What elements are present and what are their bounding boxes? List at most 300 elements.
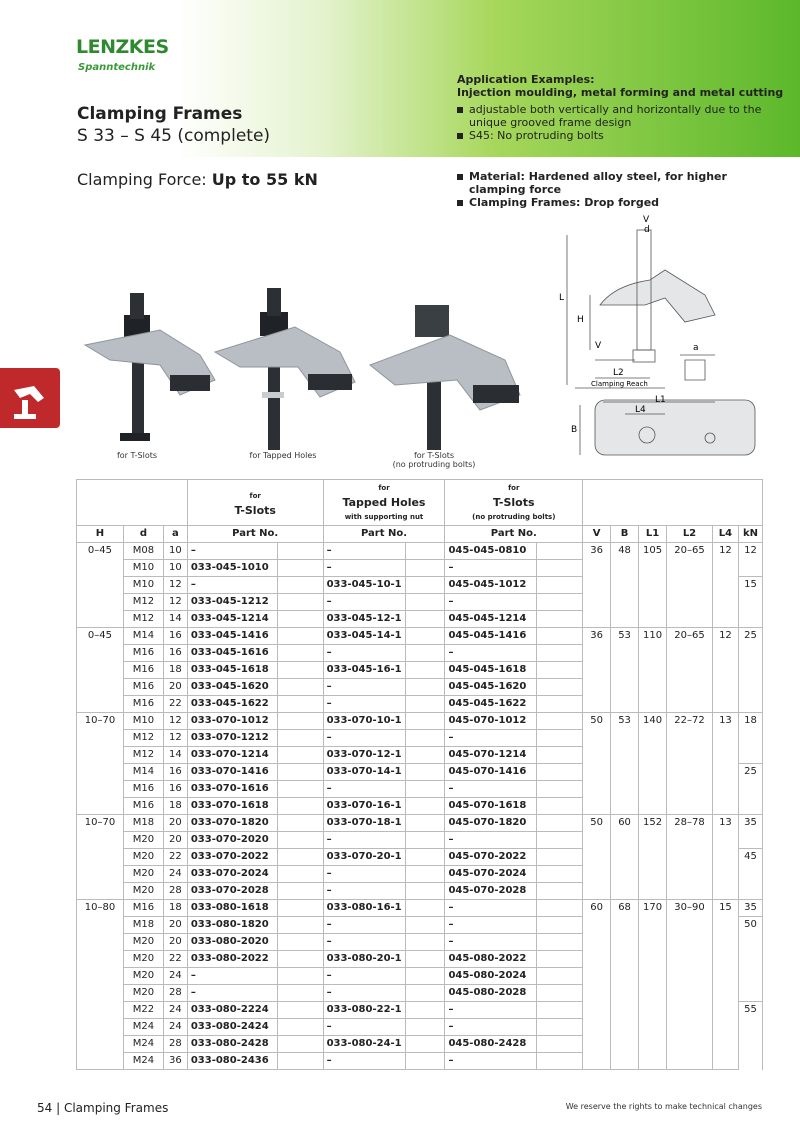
table-cell (738, 798, 762, 815)
photo-caption: for T-Slots (116, 451, 158, 460)
table-cell (738, 832, 762, 849)
table-cell (405, 781, 445, 798)
table-cell: 033-080-16-1 (323, 900, 405, 917)
table-cell: 033-080-24-1 (323, 1036, 405, 1053)
table-cell: 68 (611, 900, 639, 1070)
table-cell: 033-080-2428 (187, 1036, 277, 1053)
parts-table (76, 479, 763, 1070)
table-cell: M20 (123, 968, 163, 985)
table-cell: – (323, 543, 405, 560)
table-cell (405, 832, 445, 849)
table-cell: 045-070-1012 (445, 713, 537, 730)
table-cell: 16 (163, 628, 187, 645)
table-cell (738, 696, 762, 713)
table-cell: M20 (123, 883, 163, 900)
table-cell: 033-070-14-1 (323, 764, 405, 781)
table-cell (738, 1053, 762, 1070)
table-cell: 033-070-2024 (187, 866, 277, 883)
table-cell: 13 (712, 713, 738, 815)
application-bullet: adjustable both vertically and horizontally due to the unique grooved frame design (457, 103, 787, 129)
table-cell: 12 (712, 543, 738, 628)
table-cell: M12 (123, 747, 163, 764)
table-cell: – (323, 883, 405, 900)
table-cell (405, 951, 445, 968)
table-cell: 36 (163, 1053, 187, 1070)
table-cell: 25 (738, 764, 762, 781)
table-cell (277, 849, 323, 866)
table-cell: M24 (123, 1053, 163, 1070)
application-line2: Injection moulding, metal forming and metal cutting (457, 86, 784, 99)
table-cell (277, 679, 323, 696)
table-cell (738, 934, 762, 951)
table-cell: 24 (163, 1002, 187, 1019)
page-subtitle: S 33 – S 45 (complete) (77, 126, 271, 146)
table-cell (738, 866, 762, 883)
table-cell: M20 (123, 866, 163, 883)
table-cell (405, 679, 445, 696)
table-cell (738, 730, 762, 747)
table-cell: 22–72 (667, 713, 713, 815)
table-cell (537, 577, 583, 594)
table-cell: 033-045-14-1 (323, 628, 405, 645)
table-cell: 10 (163, 543, 187, 560)
table-cell: – (323, 866, 405, 883)
table-cell: – (323, 594, 405, 611)
table-cell: – (323, 696, 405, 713)
table-cell (537, 560, 583, 577)
col-header: L1 (639, 526, 667, 543)
table-cell (405, 662, 445, 679)
table-cell: M16 (123, 781, 163, 798)
material-bullet: Material: Hardened alloy steel, for higher clamping force (457, 170, 787, 196)
table-cell: – (187, 543, 277, 560)
application-bullet: S45: No protruding bolts (457, 129, 787, 142)
table-cell: 22 (163, 849, 187, 866)
table-cell (537, 730, 583, 747)
table-cell: M20 (123, 832, 163, 849)
table-cell: 045-070-1214 (445, 747, 537, 764)
table-cell (277, 968, 323, 985)
table-cell (405, 1053, 445, 1070)
table-cell: 35 (738, 815, 762, 832)
table-cell: M22 (123, 1002, 163, 1019)
table-cell: 50 (583, 815, 611, 900)
table-cell: 28 (163, 985, 187, 1002)
table-row (77, 713, 763, 730)
table-cell: 033-070-2028 (187, 883, 277, 900)
table-cell: 033-045-1212 (187, 594, 277, 611)
photo-caption: for Tapped Holes (249, 451, 317, 460)
brand-sub: Spanntechnik (78, 62, 156, 73)
table-cell: M16 (123, 662, 163, 679)
table-cell (537, 917, 583, 934)
table-cell: – (323, 917, 405, 934)
table-cell: 045-045-1620 (445, 679, 537, 696)
table-cell: 12 (712, 628, 738, 713)
table-cell: 15 (738, 577, 762, 594)
table-cell: 16 (163, 645, 187, 662)
table-cell: 14 (163, 747, 187, 764)
table-cell: – (445, 1053, 537, 1070)
col-header: d (123, 526, 163, 543)
table-cell: 045-045-1214 (445, 611, 537, 628)
table-cell (537, 815, 583, 832)
label-h: H (577, 315, 584, 325)
label-l1: L1 (655, 395, 666, 405)
table-cell: M12 (123, 730, 163, 747)
table-cell (405, 713, 445, 730)
table-cell (277, 543, 323, 560)
table-cell: 033-080-2022 (187, 951, 277, 968)
col-header: Part No. (445, 526, 583, 543)
table-group-row (77, 480, 763, 526)
table-cell: 105 (639, 543, 667, 628)
table-cell: 22 (163, 951, 187, 968)
table-cell: 110 (639, 628, 667, 713)
table-cell (738, 968, 762, 985)
table-cell: – (323, 781, 405, 798)
table-cell: 36 (583, 543, 611, 628)
table-cell: 15 (712, 900, 738, 1070)
table-cell (277, 713, 323, 730)
table-cell (277, 1019, 323, 1036)
table-cell: 045-070-2024 (445, 866, 537, 883)
table-cell: 170 (639, 900, 667, 1070)
table-cell: – (445, 832, 537, 849)
label-l: L (559, 293, 565, 303)
table-cell (537, 1002, 583, 1019)
table-cell (405, 866, 445, 883)
table-cell: 12 (163, 594, 187, 611)
table-cell: – (323, 934, 405, 951)
table-row (77, 628, 763, 645)
table-cell: M08 (123, 543, 163, 560)
label-d: d (644, 225, 650, 235)
table-cell: 045-070-2022 (445, 849, 537, 866)
table-cell (277, 730, 323, 747)
table-cell: 033-045-16-1 (323, 662, 405, 679)
table-cell: 25 (738, 628, 762, 645)
table-cell: 10–80 (77, 900, 124, 1070)
table-cell: 033-080-20-1 (323, 951, 405, 968)
table-cell: – (323, 560, 405, 577)
table-cell: M10 (123, 713, 163, 730)
technical-drawing (555, 210, 775, 465)
table-cell (537, 611, 583, 628)
table-cell (277, 628, 323, 645)
table-cell (277, 798, 323, 815)
table-cell: M12 (123, 611, 163, 628)
table-cell: 033-045-1010 (187, 560, 277, 577)
table-cell: M24 (123, 1036, 163, 1053)
table-cell (738, 747, 762, 764)
table-cell: – (187, 577, 277, 594)
table-cell (405, 747, 445, 764)
table-cell: 033-070-10-1 (323, 713, 405, 730)
table-cell (537, 1019, 583, 1036)
table-cell: 18 (163, 662, 187, 679)
table-cell (405, 764, 445, 781)
table-cell: 24 (163, 866, 187, 883)
table-cell: 033-080-2436 (187, 1053, 277, 1070)
table-cell (537, 951, 583, 968)
table-cell (277, 577, 323, 594)
material-bullet: Clamping Frames: Drop forged (457, 196, 787, 209)
application-heading: Application Examples: (457, 73, 595, 86)
table-cell (537, 1053, 583, 1070)
table-cell: 033-070-1820 (187, 815, 277, 832)
table-cell (277, 934, 323, 951)
table-cell: 033-045-1416 (187, 628, 277, 645)
table-cell: 045-070-1416 (445, 764, 537, 781)
table-cell: 28 (163, 1036, 187, 1053)
page-footer: 54 | Clamping Frames (37, 1101, 169, 1115)
table-cell (405, 815, 445, 832)
table-cell: 033-080-2224 (187, 1002, 277, 1019)
table-cell: – (445, 1002, 537, 1019)
table-cell: 152 (639, 815, 667, 900)
table-cell (537, 968, 583, 985)
clamp-photo-no-bolts (365, 300, 525, 455)
table-cell: 033-070-1012 (187, 713, 277, 730)
table-cell: M16 (123, 645, 163, 662)
table-cell: 50 (738, 917, 762, 934)
table-cell: 045-070-1820 (445, 815, 537, 832)
table-cell: 033-070-2020 (187, 832, 277, 849)
table-cell (405, 985, 445, 1002)
table-cell: 045-080-2022 (445, 951, 537, 968)
table-cell (405, 645, 445, 662)
table-cell (537, 985, 583, 1002)
table-cell (277, 866, 323, 883)
table-cell: 045-045-1416 (445, 628, 537, 645)
clamp-icon (0, 368, 60, 428)
table-cell: M14 (123, 628, 163, 645)
table-cell: 045-045-0810 (445, 543, 537, 560)
table-cell (277, 985, 323, 1002)
group-tslots: for T-Slots (187, 480, 323, 526)
table-cell: M20 (123, 934, 163, 951)
label-v: V (643, 215, 650, 225)
table-cell: – (445, 730, 537, 747)
table-cell (277, 594, 323, 611)
table-cell (405, 934, 445, 951)
table-cell: 045-045-1012 (445, 577, 537, 594)
table-cell: 10–70 (77, 815, 124, 900)
table-cell: 18 (738, 713, 762, 730)
table-cell (277, 832, 323, 849)
table-cell: 045-080-2428 (445, 1036, 537, 1053)
table-cell (405, 798, 445, 815)
table-cell: 033-070-1618 (187, 798, 277, 815)
table-cell: 20–65 (667, 628, 713, 713)
photo-caption: (no protruding bolts) (392, 460, 476, 469)
table-cell (738, 645, 762, 662)
group-tapped: for Tapped Holes with supporting nut (323, 480, 445, 526)
table-cell (537, 628, 583, 645)
table-row (77, 815, 763, 832)
table-cell (537, 934, 583, 951)
table-cell (537, 679, 583, 696)
table-cell: M14 (123, 764, 163, 781)
table-cell (405, 611, 445, 628)
table-cell (537, 594, 583, 611)
table-cell: 033-080-1820 (187, 917, 277, 934)
table-cell: 18 (163, 798, 187, 815)
table-cell: 140 (639, 713, 667, 815)
table-cell: 045-045-1618 (445, 662, 537, 679)
table-cell (537, 883, 583, 900)
clamping-force (77, 170, 318, 189)
table-cell: – (323, 832, 405, 849)
label-b: B (571, 425, 578, 435)
table-cell: 033-080-22-1 (323, 1002, 405, 1019)
table-cell: 55 (738, 1002, 762, 1019)
table-row (77, 900, 763, 917)
table-cell: 033-070-2022 (187, 849, 277, 866)
clamp-photo-tslot (80, 285, 220, 450)
table-cell (277, 815, 323, 832)
table-cell: 18 (163, 900, 187, 917)
label-a: a (693, 343, 699, 353)
table-cell: 13 (712, 815, 738, 900)
page-title: Clamping Frames (77, 104, 243, 124)
table-cell: M12 (123, 594, 163, 611)
table-cell (537, 543, 583, 560)
table-cell (405, 696, 445, 713)
table-cell (537, 747, 583, 764)
table-cell: 53 (611, 713, 639, 815)
table-cell: 0–45 (77, 628, 124, 713)
table-cell: 12 (163, 577, 187, 594)
table-cell: 35 (738, 900, 762, 917)
table-cell: M24 (123, 1019, 163, 1036)
table-cell: – (323, 985, 405, 1002)
table-cell (537, 696, 583, 713)
table-cell (277, 1053, 323, 1070)
table-cell: – (445, 1019, 537, 1036)
table-cell: 045-080-2028 (445, 985, 537, 1002)
table-cell: 033-045-1620 (187, 679, 277, 696)
table-cell: M16 (123, 900, 163, 917)
table-cell (277, 611, 323, 628)
table-cell (405, 968, 445, 985)
table-cell: – (187, 968, 277, 985)
table-cell: 033-080-2020 (187, 934, 277, 951)
table-cell: – (445, 781, 537, 798)
section-tab[interactable] (0, 368, 60, 428)
table-cell: 033-080-2424 (187, 1019, 277, 1036)
table-row (77, 543, 763, 560)
brand-name: LENZKES (76, 36, 169, 58)
brand-logo (76, 36, 184, 82)
table-cell (738, 662, 762, 679)
table-cell: 045-045-1622 (445, 696, 537, 713)
table-cell: 50 (583, 713, 611, 815)
table-cell (277, 560, 323, 577)
table-cell (537, 866, 583, 883)
table-cell: – (445, 917, 537, 934)
table-cell: 033-070-1214 (187, 747, 277, 764)
table-cell (277, 951, 323, 968)
table-cell (405, 628, 445, 645)
table-cell: 22 (163, 696, 187, 713)
table-cell: – (445, 900, 537, 917)
table-cell: M18 (123, 815, 163, 832)
col-header: Part No. (187, 526, 323, 543)
table-cell (405, 730, 445, 747)
table-cell: 045-080-2024 (445, 968, 537, 985)
table-cell (277, 883, 323, 900)
table-cell (738, 951, 762, 968)
label-l4: L4 (635, 405, 646, 415)
table-cell (738, 679, 762, 696)
force-value: Up to 55 kN (211, 170, 318, 189)
table-cell: 033-070-20-1 (323, 849, 405, 866)
table-cell (405, 883, 445, 900)
table-cell: 20–65 (667, 543, 713, 628)
table-cell (537, 781, 583, 798)
table-cell: – (445, 560, 537, 577)
table-cell (537, 713, 583, 730)
table-cell (738, 1019, 762, 1036)
table-cell (405, 917, 445, 934)
table-cell (277, 917, 323, 934)
application-block (457, 73, 787, 142)
label-v-lower: V (595, 341, 602, 351)
table-cell: 033-045-10-1 (323, 577, 405, 594)
table-cell: 20 (163, 679, 187, 696)
table-cell: M20 (123, 951, 163, 968)
table-cell: 60 (611, 815, 639, 900)
table-cell: – (323, 679, 405, 696)
table-cell (405, 1002, 445, 1019)
clamp-photo-tapped (210, 282, 360, 452)
table-cell (537, 662, 583, 679)
table-cell (738, 985, 762, 1002)
table-cell: 16 (163, 781, 187, 798)
table-cell: 045-070-1618 (445, 798, 537, 815)
table-cell: 20 (163, 934, 187, 951)
table-cell (738, 1036, 762, 1053)
table-cell (537, 645, 583, 662)
table-cell: 53 (611, 628, 639, 713)
table-cell (738, 781, 762, 798)
table-cell: M18 (123, 917, 163, 934)
table-cell: 24 (163, 968, 187, 985)
table-cell: – (323, 730, 405, 747)
table-cell: 033-070-12-1 (323, 747, 405, 764)
table-cell (277, 1036, 323, 1053)
table-cell: 30–90 (667, 900, 713, 1070)
table-cell (277, 781, 323, 798)
table-cell: 033-070-1212 (187, 730, 277, 747)
application-list (457, 103, 787, 142)
table-cell: – (187, 985, 277, 1002)
table-cell: 28–78 (667, 815, 713, 900)
table-cell: 14 (163, 611, 187, 628)
table-cell: 60 (583, 900, 611, 1070)
table-cell (405, 1019, 445, 1036)
table-cell (738, 611, 762, 628)
table-cell: M20 (123, 849, 163, 866)
table-cell (405, 594, 445, 611)
table-cell: 28 (163, 883, 187, 900)
table-cell: 20 (163, 917, 187, 934)
table-cell: M16 (123, 679, 163, 696)
table-cell: 20 (163, 832, 187, 849)
table-cell (405, 560, 445, 577)
